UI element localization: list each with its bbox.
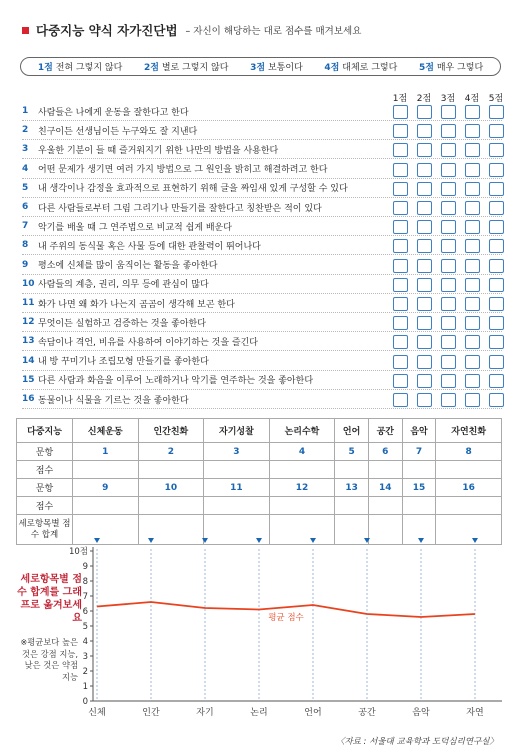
- score-checkbox[interactable]: [417, 297, 432, 311]
- question-text: 다른 사람과 화음을 이루어 노래하거나 악기를 연주하는 것을 좋아한다: [38, 376, 314, 387]
- score-checkbox[interactable]: [489, 143, 504, 157]
- item-number: 4: [269, 443, 335, 461]
- question-text: 사람들의 계층, 권리, 의무 등에 관심이 많다: [38, 280, 209, 291]
- source-credit: 〈자료 : 서울대 교육학과 도덕심리연구실〉: [335, 737, 498, 747]
- question-text: 내 생각이나 감정을 효과적으로 표현하기 위해 글을 짜임새 있게 구성할 수 있다: [38, 184, 348, 195]
- score-checkbox[interactable]: [441, 143, 456, 157]
- scale-text: 매우 그렇다: [436, 63, 484, 73]
- question-text: 다른 사람들로부터 그림 그리기나 만들기를 잘한다고 칭찬받은 적이 있다: [38, 203, 322, 214]
- score-checkbox[interactable]: [417, 124, 432, 138]
- item-number: 8: [436, 443, 502, 461]
- table-category: 자연친화: [436, 419, 502, 443]
- question-number: 14: [22, 355, 35, 366]
- score-column-header: 1점: [392, 94, 408, 104]
- table-category: 인간친화: [138, 419, 204, 443]
- score-cell[interactable]: [335, 461, 369, 479]
- score-checkbox[interactable]: [393, 239, 408, 253]
- score-checkbox[interactable]: [489, 355, 504, 369]
- score-checkbox[interactable]: [465, 278, 480, 292]
- score-cell[interactable]: [368, 497, 402, 515]
- y-tick-label: 0: [82, 697, 88, 707]
- x-tick-label: 인간: [142, 708, 160, 718]
- column-arrow-icon: [364, 538, 370, 543]
- title-bullet-icon: [22, 27, 29, 34]
- score-cell[interactable]: [436, 497, 502, 515]
- row-label-question: 문항: [17, 479, 73, 497]
- item-number: 2: [138, 443, 204, 461]
- score-checkbox[interactable]: [417, 335, 432, 349]
- question-row: [22, 390, 502, 409]
- score-cell[interactable]: [73, 497, 139, 515]
- y-tick-label: 7: [82, 592, 88, 602]
- score-cell[interactable]: [138, 461, 204, 479]
- score-checkbox[interactable]: [417, 143, 432, 157]
- y-tick-label: 10점: [68, 547, 88, 557]
- score-cell[interactable]: [436, 461, 502, 479]
- x-tick-label: 신체: [88, 708, 106, 718]
- score-checkbox[interactable]: [489, 105, 504, 119]
- score-checkbox[interactable]: [441, 259, 456, 273]
- score-checkbox[interactable]: [393, 355, 408, 369]
- score-checkbox[interactable]: [417, 316, 432, 330]
- question-text: 사람들은 나에게 운동을 잘한다고 한다: [38, 107, 189, 118]
- question-number: 15: [22, 374, 35, 385]
- scale-text: 보통이다: [267, 63, 303, 73]
- score-column-header: 5점: [488, 94, 504, 104]
- question-row: [22, 160, 502, 179]
- score-checkbox[interactable]: [417, 201, 432, 215]
- score-checkbox[interactable]: [489, 316, 504, 330]
- score-checkbox[interactable]: [393, 316, 408, 330]
- question-row: [22, 236, 502, 255]
- scale-text: 별로 그렇지 않다: [161, 63, 229, 73]
- scale-item: [250, 60, 303, 73]
- score-checkbox[interactable]: [393, 201, 408, 215]
- score-checkbox[interactable]: [393, 374, 408, 388]
- score-checkbox[interactable]: [489, 239, 504, 253]
- score-checkbox[interactable]: [393, 143, 408, 157]
- question-number: 6: [22, 202, 29, 212]
- row-label-sum: 세로항목별 점수 합계: [17, 515, 73, 545]
- score-checkbox[interactable]: [489, 259, 504, 273]
- question-row: [22, 256, 502, 275]
- score-checkbox[interactable]: [441, 355, 456, 369]
- score-checkbox[interactable]: [441, 124, 456, 138]
- scale-number: 4점: [324, 63, 340, 73]
- table-category: 논리수학: [269, 419, 335, 443]
- question-row: [22, 332, 502, 351]
- y-tick-label: 6: [82, 607, 88, 617]
- question-number: 13: [22, 336, 35, 347]
- score-checkbox[interactable]: [441, 201, 456, 215]
- score-checkbox[interactable]: [489, 201, 504, 215]
- score-checkbox[interactable]: [441, 278, 456, 292]
- question-text: 동물이나 식물을 기르는 것을 좋아한다: [38, 395, 189, 406]
- question-row: [22, 217, 502, 236]
- y-tick-label: 8: [82, 577, 88, 587]
- score-checkbox[interactable]: [465, 259, 480, 273]
- score-checkbox[interactable]: [489, 124, 504, 138]
- question-number: 1: [22, 106, 29, 116]
- score-cell[interactable]: [368, 461, 402, 479]
- score-checkbox[interactable]: [441, 374, 456, 388]
- score-checkbox[interactable]: [465, 316, 480, 330]
- question-number: 2: [22, 125, 29, 136]
- chart-note: ※평균보다 높은 것은 강점 지능, 낮은 것은 약점 지능: [20, 637, 78, 682]
- score-checkbox[interactable]: [417, 259, 432, 273]
- scale-number: 3점: [250, 63, 266, 73]
- row-label-score: 점수: [17, 461, 73, 479]
- question-text: 우울한 기분이 들 때 즐거워지기 위한 나만의 방법을 사용한다: [38, 145, 279, 156]
- score-checkbox[interactable]: [393, 297, 408, 311]
- score-cell[interactable]: [269, 461, 335, 479]
- score-checkbox[interactable]: [417, 355, 432, 369]
- x-tick-label: 논리: [250, 708, 268, 718]
- item-number: 10: [138, 479, 204, 497]
- score-column-header: 2점: [416, 94, 432, 104]
- score-cell[interactable]: [204, 497, 270, 515]
- score-checkbox[interactable]: [441, 297, 456, 311]
- score-checkbox[interactable]: [465, 105, 480, 119]
- question-row: [22, 198, 502, 217]
- score-cell[interactable]: [269, 497, 335, 515]
- score-checkbox[interactable]: [393, 393, 408, 407]
- item-number: 3: [204, 443, 270, 461]
- score-cell[interactable]: [335, 497, 369, 515]
- x-tick-label: 공간: [358, 708, 376, 718]
- table-category: 공간: [368, 419, 402, 443]
- x-tick-label: 자기: [196, 708, 214, 718]
- score-checkbox[interactable]: [393, 182, 408, 196]
- scale-text: 전혀 그렇지 않다: [55, 63, 123, 73]
- y-tick-label: 3: [82, 652, 88, 662]
- question-number: 7: [22, 221, 29, 232]
- x-tick-label: 음악: [412, 708, 430, 718]
- table-category: 언어: [335, 419, 369, 443]
- score-checkbox[interactable]: [489, 393, 504, 407]
- question-number: 3: [22, 144, 29, 155]
- question-number: 10: [22, 278, 35, 289]
- item-number: 11: [204, 479, 270, 497]
- question-number: 5: [22, 182, 29, 193]
- score-checkbox[interactable]: [441, 182, 456, 196]
- item-number: 7: [402, 443, 436, 461]
- score-checkbox[interactable]: [465, 297, 480, 311]
- question-text: 화가 나면 왜 화가 나는지 곰곰이 생각해 보곤 한다: [38, 299, 235, 310]
- score-checkbox[interactable]: [441, 239, 456, 253]
- question-text: 친구이든 선생님이든 누구와도 잘 지낸다: [38, 126, 198, 137]
- question-row: [22, 140, 502, 159]
- question-row: [22, 275, 502, 294]
- score-checkbox[interactable]: [441, 105, 456, 119]
- score-checkbox[interactable]: [441, 163, 456, 177]
- score-checkbox[interactable]: [441, 393, 456, 407]
- column-arrow-icon: [94, 538, 100, 543]
- item-number: 9: [73, 479, 139, 497]
- score-checkbox[interactable]: [393, 163, 408, 177]
- y-tick-label: 1: [82, 682, 88, 692]
- scale-item: [144, 60, 228, 73]
- score-checkbox[interactable]: [465, 163, 480, 177]
- score-checkbox[interactable]: [489, 278, 504, 292]
- score-checkbox[interactable]: [489, 163, 504, 177]
- item-number: 13: [335, 479, 369, 497]
- score-checkbox[interactable]: [465, 335, 480, 349]
- item-number: 5: [335, 443, 369, 461]
- column-arrow-icon: [148, 538, 154, 543]
- score-column-header: 3점: [440, 94, 456, 104]
- score-checkbox[interactable]: [441, 220, 456, 234]
- score-checkbox[interactable]: [465, 239, 480, 253]
- y-tick-label: 9: [82, 562, 88, 572]
- row-label-score: 점수: [17, 497, 73, 515]
- column-arrow-icon: [256, 538, 262, 543]
- score-checkbox[interactable]: [465, 393, 480, 407]
- score-checkbox[interactable]: [417, 278, 432, 292]
- table-category: 자기성찰: [204, 419, 270, 443]
- score-checkbox[interactable]: [489, 220, 504, 234]
- score-cell[interactable]: [73, 461, 139, 479]
- score-checkbox[interactable]: [465, 182, 480, 196]
- score-checkbox[interactable]: [489, 335, 504, 349]
- score-checkbox[interactable]: [441, 335, 456, 349]
- score-checkbox[interactable]: [417, 393, 432, 407]
- y-tick-label: 5: [82, 622, 88, 632]
- question-number: 8: [22, 240, 29, 251]
- scale-item: [38, 60, 122, 73]
- item-number: 14: [368, 479, 402, 497]
- score-checkbox[interactable]: [465, 220, 480, 234]
- question-text: 악기를 배울 때 그 연주법으로 비교적 쉽게 배운다: [38, 222, 232, 233]
- table-header-label: 다중지능: [17, 419, 73, 443]
- score-checkbox[interactable]: [393, 220, 408, 234]
- item-number: 16: [436, 479, 502, 497]
- score-checkbox[interactable]: [393, 259, 408, 273]
- item-number: 15: [402, 479, 436, 497]
- column-arrow-icon: [472, 538, 478, 543]
- question-row: [22, 313, 502, 332]
- score-cell[interactable]: [402, 497, 436, 515]
- item-number: 1: [73, 443, 139, 461]
- score-checkbox[interactable]: [417, 239, 432, 253]
- x-tick-label: 언어: [304, 708, 322, 718]
- item-number: 6: [368, 443, 402, 461]
- score-scale-legend: [20, 57, 501, 76]
- question-row: [22, 371, 502, 390]
- scale-number: 2점: [143, 63, 159, 73]
- page-subtitle: – 자신이 해당하는 대로 점수를 매겨보세요: [185, 26, 362, 37]
- score-checkbox[interactable]: [417, 105, 432, 119]
- table-category: 음악: [402, 419, 436, 443]
- column-arrow-icon: [418, 538, 424, 543]
- scale-text: 대체로 그렇다: [342, 63, 398, 73]
- x-tick-label: 자연: [466, 708, 484, 718]
- y-tick-label: 2: [82, 667, 88, 677]
- question-text: 어떤 문제가 생기면 여러 가지 방법으로 그 원인을 밝히고 해결하려고 한다: [38, 165, 328, 176]
- question-number: 4: [22, 163, 29, 174]
- question-number: 11: [22, 298, 35, 308]
- score-checkbox[interactable]: [441, 316, 456, 330]
- score-checkbox[interactable]: [393, 124, 408, 138]
- score-checkbox[interactable]: [465, 374, 480, 388]
- table-category: 신체운동: [73, 419, 139, 443]
- score-checkbox[interactable]: [417, 182, 432, 196]
- series-label: 평균 점수: [268, 613, 304, 623]
- question-text: 평소에 신체를 많이 움직이는 활동을 좋아한다: [38, 261, 218, 272]
- score-checkbox[interactable]: [465, 143, 480, 157]
- question-row: [22, 102, 502, 121]
- score-checkbox[interactable]: [393, 335, 408, 349]
- question-text: 무엇이든 실험하고 검증하는 것을 좋아한다: [38, 318, 206, 329]
- title-row: [22, 21, 361, 39]
- scale-item: [324, 60, 397, 73]
- scale-number: 1점: [37, 63, 53, 73]
- question-row: [22, 352, 502, 371]
- score-checkbox[interactable]: [417, 374, 432, 388]
- question-text: 내 주위의 동식물 혹은 사물 등에 대한 관찰력이 뛰어나다: [38, 241, 261, 252]
- intelligence-table: [16, 418, 502, 545]
- question-number: 16: [22, 394, 35, 404]
- scale-item: [419, 60, 483, 73]
- average-score-chart: [0, 530, 520, 730]
- y-tick-label: 4: [82, 637, 88, 647]
- question-number: 9: [22, 259, 29, 270]
- score-cell[interactable]: [402, 461, 436, 479]
- question-text: 속담이나 격언, 비유를 사용하여 이야기하는 것을 즐긴다: [38, 337, 258, 348]
- score-checkbox[interactable]: [489, 297, 504, 311]
- score-checkbox[interactable]: [465, 201, 480, 215]
- score-checkbox[interactable]: [465, 124, 480, 138]
- score-checkbox[interactable]: [465, 355, 480, 369]
- column-arrow-icon: [310, 538, 316, 543]
- score-checkbox[interactable]: [489, 182, 504, 196]
- row-label-question: 문항: [17, 443, 73, 461]
- score-column-header: 4점: [464, 94, 480, 104]
- column-arrow-icon: [202, 538, 208, 543]
- item-number: 12: [269, 479, 335, 497]
- score-checkbox[interactable]: [417, 163, 432, 177]
- question-row: [22, 179, 502, 198]
- scale-number: 5점: [418, 63, 434, 73]
- question-number: 12: [22, 317, 35, 328]
- score-cell[interactable]: [138, 497, 204, 515]
- score-checkbox[interactable]: [393, 278, 408, 292]
- chart-instruction: 세로항목별 점수 합계를 그래프로 옮겨보세요: [17, 574, 82, 624]
- score-checkbox[interactable]: [393, 105, 408, 119]
- score-checkbox[interactable]: [489, 374, 504, 388]
- score-checkbox[interactable]: [417, 220, 432, 234]
- page-title: 다중지능 약식 자가진단법: [36, 23, 178, 38]
- score-cell[interactable]: [204, 461, 270, 479]
- question-text: 내 방 꾸미기나 조립모형 만들기를 좋아한다: [38, 357, 209, 368]
- question-row: [22, 121, 502, 140]
- question-row: [22, 294, 502, 313]
